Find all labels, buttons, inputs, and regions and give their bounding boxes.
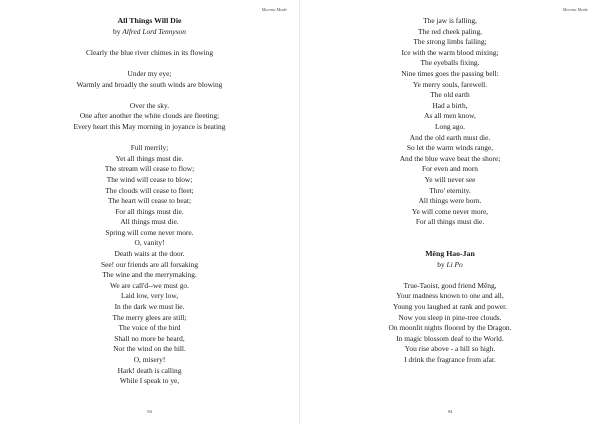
poem-line: Laid low, very low, <box>120 291 179 301</box>
poem-line: For all things must die. <box>115 206 184 216</box>
second-poem-author: Li Po <box>446 259 463 269</box>
poem-line: Hark! death is calling <box>117 365 182 375</box>
poem-line: On moonlit nights floored by the Dragon. <box>388 323 512 333</box>
poem-line: You rise above - a hill so high. <box>404 344 496 354</box>
stanza-gap <box>310 270 590 281</box>
poem-line: For even and morn <box>421 164 479 174</box>
poem-title: All Things Will Die <box>117 16 182 25</box>
poem-line: The voice of the bird <box>118 323 181 333</box>
poem-line: The wind will cease to blow; <box>106 174 193 184</box>
poem-line: And the old earth must die. <box>409 132 491 142</box>
poem-line: Nor the wind on the hill. <box>113 344 186 354</box>
second-poem-title: Mêng Hao-Jan <box>425 249 475 259</box>
right-poem-lines <box>310 16 590 228</box>
poem-line: Had a birth, <box>432 100 468 110</box>
poem-line: Yet all things must die. <box>115 153 184 163</box>
second-poem-lines <box>310 281 590 366</box>
poem-line: O, misery! <box>133 355 166 364</box>
running-head: Macmu Made <box>261 7 287 12</box>
poem-line: The clouds will cease to fleet; <box>105 185 194 195</box>
poem-line: Your madness known to one and all, <box>396 291 504 301</box>
poem-line: O, vanity! <box>134 238 165 248</box>
poem-line: The old earth <box>430 90 470 100</box>
poem-line: The stream will cease to flow; <box>104 164 195 174</box>
page-number: 94 <box>147 409 152 414</box>
poem-line: For all things must die. <box>415 217 485 227</box>
poem-line: Long ago. <box>435 121 465 131</box>
poem-line: The merry glees are still; <box>112 312 187 322</box>
right-page <box>300 0 600 424</box>
stanza-gap <box>310 238 590 249</box>
byline-prefix: by <box>437 259 445 269</box>
poem-line: As all men know, <box>424 111 476 121</box>
second-poem-byline <box>310 260 590 271</box>
poem-line: Every heart this May morning in joyance is beating <box>73 121 226 131</box>
poem-line: Ye will come never more, <box>411 206 489 216</box>
poem-line: So let the warm winds range, <box>406 143 494 153</box>
poem-line: Thro' eternity. <box>429 185 471 195</box>
poem-line: While I speak to ye, <box>119 376 180 386</box>
poem-line: All things must die. <box>120 217 179 227</box>
byline-prefix: by <box>113 26 121 36</box>
poem-line: Ye will never see <box>424 174 476 184</box>
stanza-gap <box>10 58 289 69</box>
stanza-gap <box>10 90 289 101</box>
poem-line: Over the sky. <box>129 100 170 110</box>
poem-line: Full merrily; <box>130 143 169 153</box>
poem-line: I drink the fragrance from afar. <box>404 355 496 364</box>
poem-line: In the dark we must lie. <box>114 302 185 312</box>
poem-line: And the blue wave beat the shore; <box>399 153 501 163</box>
poem-line: All things were born. <box>418 196 482 206</box>
poem-byline <box>10 27 289 38</box>
page-number: 94 <box>447 409 453 414</box>
poem-line: Ice with the warm blood mixing; <box>401 47 499 57</box>
poem-line: Young you laughed at rank and power. <box>393 302 507 312</box>
left-poem-lines <box>10 48 289 387</box>
poem-line: Under my eye; <box>127 68 172 78</box>
left-page-text <box>10 16 289 387</box>
poem-line: The strong limbs failing; <box>413 37 487 47</box>
stanza-gap <box>10 133 289 144</box>
poem-line: Now you sleep in pine-tree clouds. <box>398 312 502 322</box>
poem-line: The heart will cease to beat; <box>107 196 192 206</box>
poem-line: Ye merry souls, farewell. <box>412 79 488 89</box>
running-head: Macmu Made <box>562 7 588 12</box>
poem-line: The jaw is falling, <box>423 16 477 25</box>
poem-line: In magic blossom deaf to the World. <box>396 333 504 343</box>
stanza-gap <box>10 37 289 48</box>
poem-line: Clearly the blue river chimes in its flowing <box>85 47 214 57</box>
poem-line: We are call'd--we must go. <box>110 280 189 290</box>
poem-line: Death waits at the door. <box>114 249 185 259</box>
stanza-gap <box>310 228 590 239</box>
poem-line: Warmly and broadly the south winds are blowing <box>76 79 223 89</box>
poem-line: The red cheek paling, <box>417 26 483 36</box>
poem-line: Nine times goes the passing bell: <box>401 68 499 78</box>
right-page-text <box>310 16 590 366</box>
poem-line: See! our friends are all forsaking <box>100 259 199 269</box>
poem-line: Spring will come never more. <box>105 227 194 237</box>
poem-line: Shall no more be heard, <box>114 333 185 343</box>
poem-line: The wine and the merrymaking. <box>102 270 197 280</box>
poem-line: The eyeballs fixing. <box>420 58 480 68</box>
poem-line: One after another the white clouds are fleeting; <box>79 111 220 121</box>
poem-author: Alfred Lord Tennyson <box>122 26 186 36</box>
poem-line: True-Taoist, good friend Mêng, <box>403 280 497 290</box>
